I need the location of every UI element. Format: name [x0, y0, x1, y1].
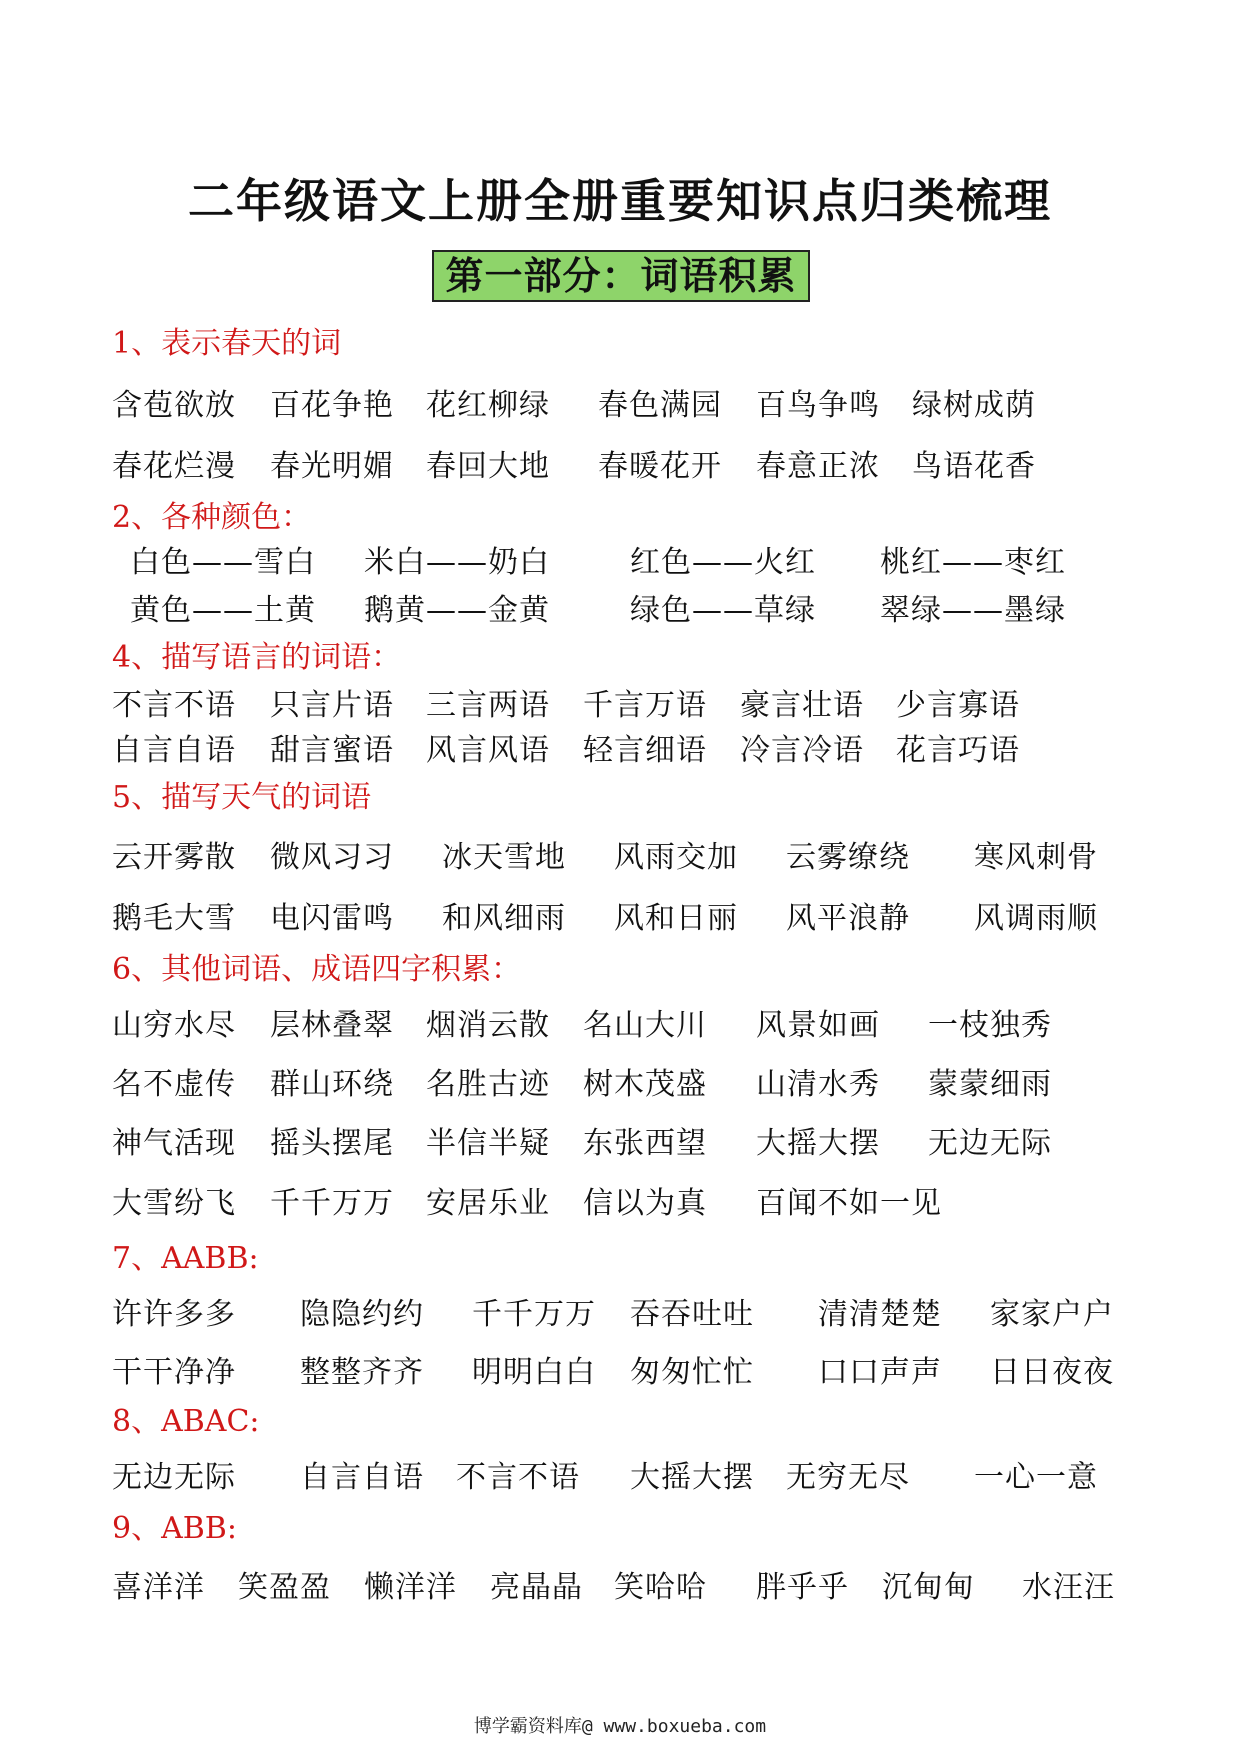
- word: 电闪雷鸣: [270, 901, 394, 936]
- word: 春色满园: [598, 388, 722, 423]
- word: 胖乎乎: [756, 1570, 849, 1605]
- section-heading: 1、表示春天的词: [112, 326, 342, 361]
- word: 不言不语: [456, 1460, 580, 1495]
- word: 口口声声: [818, 1355, 942, 1390]
- section-heading: 8、ABAC:: [112, 1404, 260, 1439]
- word: 自言自语: [112, 733, 236, 768]
- word: 千千万万: [270, 1186, 394, 1221]
- word: 不言不语: [112, 688, 236, 723]
- word: 神气活现: [112, 1126, 236, 1161]
- word: 层林叠翠: [270, 1008, 394, 1043]
- word: 鸟语花香: [912, 449, 1036, 484]
- word: 千千万万: [472, 1297, 596, 1332]
- word: 懒洋洋: [364, 1570, 457, 1605]
- word: 少言寡语: [896, 688, 1020, 723]
- word: 名不虚传: [112, 1067, 236, 1102]
- word: 笑盈盈: [238, 1570, 331, 1605]
- word: 风平浪静: [786, 901, 910, 936]
- word: 鹅黄——金黄: [364, 593, 550, 628]
- word: 百闻不如一见: [756, 1186, 942, 1221]
- word: 百花争艳: [270, 388, 394, 423]
- section-heading: 5、描写天气的词语: [112, 780, 372, 815]
- word: 花红柳绿: [426, 388, 550, 423]
- word: 蒙蒙细雨: [928, 1067, 1052, 1102]
- word: 千言万语: [583, 688, 707, 723]
- word: 豪言壮语: [740, 688, 864, 723]
- word: 隐隐约约: [300, 1297, 424, 1332]
- word: 名山大川: [583, 1008, 707, 1043]
- word: 冰天雪地: [442, 840, 566, 875]
- word: 名胜古迹: [426, 1067, 550, 1102]
- word: 水汪汪: [1022, 1570, 1115, 1605]
- section-heading: 4、描写语言的词语：: [112, 640, 402, 675]
- word: 冷言冷语: [740, 733, 864, 768]
- word: 云雾缭绕: [786, 840, 910, 875]
- word: 匆匆忙忙: [630, 1355, 754, 1390]
- word: 明明白白: [472, 1355, 596, 1390]
- word: 吞吞吐吐: [630, 1297, 754, 1332]
- word: 整整齐齐: [300, 1355, 424, 1390]
- word: 鹅毛大雪: [112, 901, 236, 936]
- word: 春光明媚: [270, 449, 394, 484]
- word: 一心一意: [974, 1460, 1098, 1495]
- word: 群山环绕: [270, 1067, 394, 1102]
- word: 山穷水尽: [112, 1008, 236, 1043]
- word: 无边无际: [928, 1126, 1052, 1161]
- word: 山清水秀: [756, 1067, 880, 1102]
- word: 风景如画: [756, 1008, 880, 1043]
- word: 风和日丽: [614, 901, 738, 936]
- word: 桃红——枣红: [880, 545, 1066, 580]
- word: 大摇大摆: [756, 1126, 880, 1161]
- word: 微风习习: [270, 840, 394, 875]
- word: 风雨交加: [614, 840, 738, 875]
- word: 沉甸甸: [882, 1570, 975, 1605]
- word: 云开雾散: [112, 840, 236, 875]
- word: 寒风刺骨: [974, 840, 1098, 875]
- footer-watermark: 博学霸资料库@ www.boxueba.com: [473, 1716, 767, 1737]
- word: 亮晶晶: [490, 1570, 583, 1605]
- word: 笑哈哈: [614, 1570, 707, 1605]
- word: 白色——雪白: [130, 545, 316, 580]
- word: 春意正浓: [756, 449, 880, 484]
- word: 只言片语: [270, 688, 394, 723]
- word: 春回大地: [426, 449, 550, 484]
- section-heading: 7、AABB:: [112, 1241, 259, 1276]
- word: 花言巧语: [896, 733, 1020, 768]
- word: 一枝独秀: [928, 1008, 1052, 1043]
- word: 黄色——土黄: [130, 593, 316, 628]
- page-title: 二年级语文上册全册重要知识点归类梳理: [188, 174, 1052, 228]
- word: 大摇大摆: [630, 1460, 754, 1495]
- word: 自言自语: [300, 1460, 424, 1495]
- word: 百鸟争鸣: [756, 388, 880, 423]
- section-heading: 2、各种颜色：: [112, 500, 312, 535]
- word: 喜洋洋: [112, 1570, 205, 1605]
- word: 红色——火红: [630, 545, 816, 580]
- word: 东张西望: [583, 1126, 707, 1161]
- word: 含苞欲放: [112, 388, 236, 423]
- word: 三言两语: [426, 688, 550, 723]
- word: 无穷无尽: [786, 1460, 910, 1495]
- word: 烟消云散: [426, 1008, 550, 1043]
- word: 日日夜夜: [990, 1355, 1114, 1390]
- word: 绿色——草绿: [630, 593, 816, 628]
- word: 风调雨顺: [974, 901, 1098, 936]
- word: 绿树成荫: [912, 388, 1036, 423]
- word: 大雪纷飞: [112, 1186, 236, 1221]
- word: 春暖花开: [598, 449, 722, 484]
- word: 许许多多: [112, 1297, 236, 1332]
- word: 摇头摆尾: [270, 1126, 394, 1161]
- word: 树木茂盛: [583, 1067, 707, 1102]
- word: 和风细雨: [442, 901, 566, 936]
- word: 安居乐业: [426, 1186, 550, 1221]
- word: 半信半疑: [426, 1126, 550, 1161]
- word: 翠绿——墨绿: [880, 593, 1066, 628]
- word: 信以为真: [583, 1186, 707, 1221]
- word: 甜言蜜语: [270, 733, 394, 768]
- word: 家家户户: [990, 1297, 1114, 1332]
- word: 米白——奶白: [364, 545, 550, 580]
- word: 风言风语: [426, 733, 550, 768]
- section-heading: 6、其他词语、成语四字积累：: [112, 952, 522, 987]
- word: 轻言细语: [583, 733, 707, 768]
- word: 干干净净: [112, 1355, 236, 1390]
- part-title-box: 第一部分：词语积累: [432, 250, 810, 302]
- word: 清清楚楚: [818, 1297, 942, 1332]
- word: 春花烂漫: [112, 449, 236, 484]
- word: 无边无际: [112, 1460, 236, 1495]
- section-heading: 9、ABB:: [112, 1511, 237, 1546]
